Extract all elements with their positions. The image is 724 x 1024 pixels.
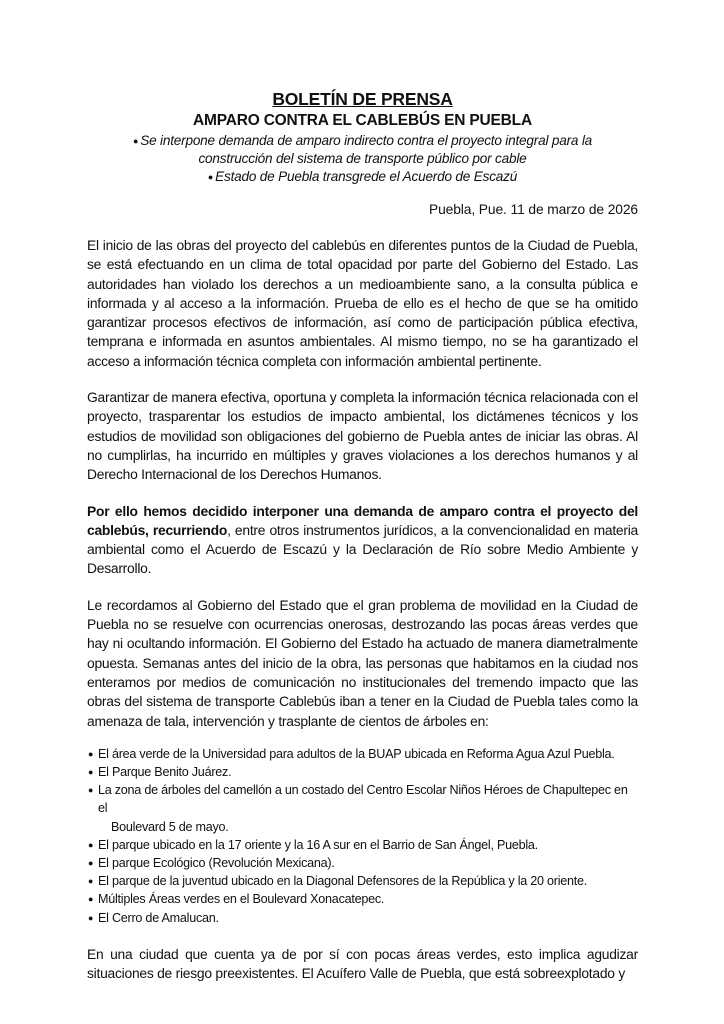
paragraph-risk: En una ciudad que cuenta ya de por sí con pocas áreas verdes, esto implica agudizar situaciones de riesgo preexistentes. El Acuífero Valle de Puebla, que está sobreexplotado y — [87, 945, 638, 982]
list-item: ● El Cerro de Amalucan. — [87, 909, 638, 927]
highlights-list — [87, 132, 638, 186]
list-item: ● El parque Ecológico (Revolución Mexicana). — [87, 854, 638, 872]
highlight-item: ● Estado de Puebla transgrede el Acuerdo de Escazú — [207, 169, 518, 184]
document-subtitle: AMPARO CONTRA EL CABLEBÚS EN PUEBLA — [193, 112, 532, 129]
list-item: ● El área verde de la Universidad para adultos de la BUAP ubicada en Reforma Agua Azul Puebla. — [87, 745, 638, 763]
paragraph-obligations: Garantizar de manera efectiva, oportuna y completa la información técnica relacionada con el proyecto, trasparentar los estudios de impacto ambiental, los dictámenes técnicos y los estudios de movilidad son obligaciones del gobierno de Puebla antes de iniciar las obras. Al no cumplirlas, ha incurrido en múltiples y graves violaciones a los derechos humanos y al Derecho Internacional de los Derechos Humanos. — [87, 389, 638, 483]
bullet-icon: ● — [88, 912, 94, 923]
bullet-icon: ● — [88, 767, 94, 778]
press-release-page — [87, 88, 638, 983]
bullet-icon: ● — [88, 876, 94, 887]
list-item: ● El parque de la juventud ubicado en la Diagonal Defensores de la República y la 20 oriente. — [87, 872, 638, 890]
bullet-icon: ● — [207, 172, 214, 182]
bullet-icon: ● — [88, 858, 94, 869]
dateline: Puebla, Pue. 11 de marzo de 2026 — [428, 202, 638, 217]
paragraph-intro: El inicio de las obras del proyecto del cablebús en diferentes puntos de la Ciudad de Puebla, se está efectuando en un clima de total opacidad por parte del Gobierno del Estado. Las autoridades han violado los derechos a un medioambiente sano, a la consulta pública e informada y al acceso a la información. Prueba de ello es el hecho de que se ha omitido garantizar procesos efectivos de información, así como de participación pública efectiva, temprana e informada en asuntos ambientales. Al mismo tiempo, no se ha garantizado el acceso a información técnica completa con información ambiental pertinente. — [87, 237, 638, 369]
bullet-icon: ● — [88, 785, 94, 796]
paragraph-mobility: Le recordamos al Gobierno del Estado que el gran problema de movilidad en la Ciudad de Puebla no se resuelve con ocurrencias onerosas, destrozando las pocas áreas verdes que hay ni ocultando información. El Gobierno del Estado ha actuado de manera diametralmente opuesta. Semanas antes del inicio de la obra, las personas que habitamos en la ciudad nos enteramos por medios de comunicación no institucionales del tremendo impacto que las obras del sistema de transporte Cablebús iban a tener en la Ciudad de Puebla tales como la amenaza de tala, intervención y trasplante de cientos de árboles en: — [87, 596, 638, 729]
list-item: ● Múltiples Áreas verdes en el Boulevard Xonacatepec. — [87, 890, 638, 908]
paragraph-amparo: Por ello hemos decidido interponer una demanda de amparo contra el proyecto del cablebús, recurriendo, entre otros instrumentos jurídicos, a la convencionalidad en materia ambiental como el Acuerdo de Escazú y la Declaración de Río sobre Medio Ambiente y Desarrollo. — [87, 502, 638, 577]
list-item: ● La zona de árboles del camellón a un costado del Centro Escolar Niños Héroes de Chapultepec en el Boulevard 5 de mayo. — [88, 783, 628, 834]
list-item: ● El parque ubicado en la 17 oriente y la 16 A sur en el Barrio de San Ángel, Puebla. — [87, 836, 638, 854]
document-title: BOLETÍN DE PRENSA — [272, 89, 453, 109]
affected-areas-list — [87, 745, 638, 927]
bullet-icon: ● — [88, 748, 94, 759]
highlight-item: ● Se interpone demanda de amparo indirecto contra el proyecto integral para la construcción del sistema de transporte público por cable — [132, 133, 593, 166]
bullet-icon: ● — [88, 839, 94, 850]
list-item: ● El Parque Benito Juárez. — [87, 763, 638, 781]
amparo-emphasis: Por ello hemos decidido interponer una demanda de amparo contra el proyecto del cablebús, recurriendo — [87, 502, 638, 538]
bullet-icon: ● — [88, 894, 94, 905]
bullet-icon: ● — [132, 136, 139, 146]
